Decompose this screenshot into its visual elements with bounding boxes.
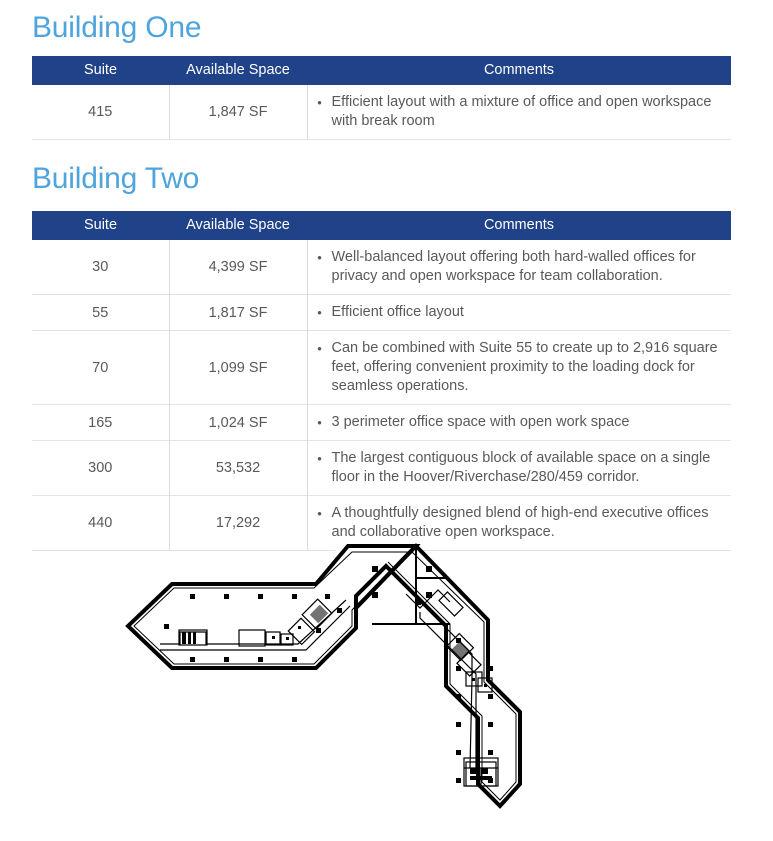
cell-available-space: 1,847 SF [169,85,307,140]
cell-comments [307,240,731,295]
availability-table-building-one [32,56,731,140]
comment-text: Can be combined with Suite 55 to create up to 2,916 square feet, offering convenient proximity to the loading dock for seamless operations. [331,340,718,394]
table-row [32,85,731,140]
column-header-available-space: Available Space [169,56,307,85]
bullet-icon: • [317,451,322,466]
cell-suite: 55 [32,295,169,331]
table-row [32,240,731,295]
bullet-icon: • [317,305,322,320]
comment-text: A thoughtfully designed blend of high-end executive offices and collaborative open workspace. [331,505,709,540]
table-body-building-two [32,240,731,551]
cell-suite: 30 [32,240,169,295]
comment-text: Efficient layout with a mixture of office and open workspace with break room [331,94,712,129]
floor-plan-svg [120,538,640,828]
cell-available-space: 1,024 SF [169,405,307,441]
cell-comments [307,85,731,140]
cell-comments [307,295,731,331]
cell-comments [307,405,731,441]
table-row [32,331,731,405]
cell-available-space: 53,532 [169,441,307,496]
building-floor-plan-diagram [120,538,640,828]
bullet-icon: • [317,415,322,430]
column-header-available-space: Available Space [169,211,307,240]
bullet-icon: • [317,250,322,265]
table-row [32,405,731,441]
availability-table-building-two [32,211,731,551]
bullet-icon: • [317,341,322,356]
bullet-icon: • [317,95,322,110]
table-body-building-one [32,85,731,140]
column-header-comments: Comments [307,211,731,240]
comment-text: Well-balanced layout offering both hard-walled offices for privacy and open workspace for team collaboration. [331,249,696,284]
comment-text: Efficient office layout [331,304,464,320]
section-heading-building-two: Building Two [32,162,200,195]
cell-available-space: 1,099 SF [169,331,307,405]
table-header-row [32,211,731,240]
table-header-building-one [32,56,731,85]
cell-available-space: 17,292 [169,496,307,551]
cell-comments [307,441,731,496]
bullet-icon: • [317,506,322,521]
column-header-suite: Suite [32,56,169,85]
cell-suite: 415 [32,85,169,140]
cell-comments [307,331,731,405]
cell-suite: 70 [32,331,169,405]
cell-suite: 300 [32,441,169,496]
table-row [32,295,731,331]
section-heading-building-one: Building One [32,11,202,44]
table-row [32,441,731,496]
column-header-comments: Comments [307,56,731,85]
cell-suite: 165 [32,405,169,441]
comment-text: The largest contiguous block of available space on a single floor in the Hoover/Riverchase/280/459 corridor. [331,450,711,485]
cell-suite: 440 [32,496,169,551]
cell-available-space: 1,817 SF [169,295,307,331]
comment-text: 3 perimeter office space with open work space [331,414,630,430]
cell-available-space: 4,399 SF [169,240,307,295]
table-header-building-two [32,211,731,240]
table-header-row [32,56,731,85]
column-header-suite: Suite [32,211,169,240]
